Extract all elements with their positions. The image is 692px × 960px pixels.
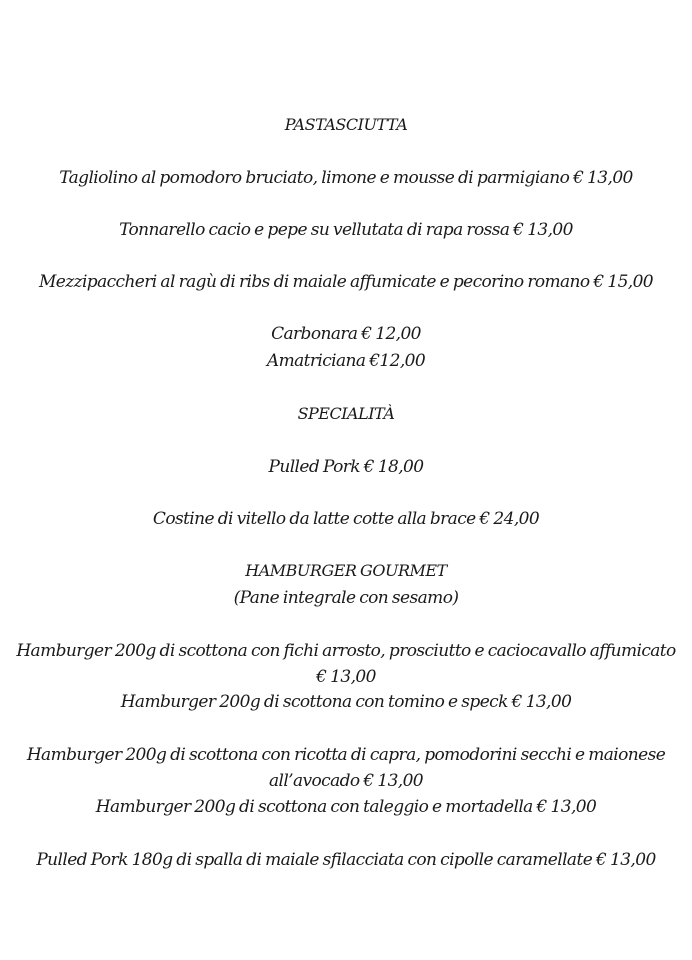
pastasciutta-heading: PASTASCIUTTA	[284, 115, 408, 134]
specialita-heading: SPECIALITÀ	[297, 404, 395, 423]
menu-item-hamburger-taleggio: Hamburger 200g di scottona con taleggio e mortadella € 13,00	[95, 797, 597, 817]
menu-item-costine: Costine di vitello da latte cotte alla brace € 24,00	[152, 509, 540, 529]
menu-item-hamburger-fichi-line1: Hamburger 200g di scottona con fichi arrosto, prosciutto e caciocavallo affumicato	[16, 641, 676, 661]
menu-item-pulled-pork: Pulled Pork € 18,00	[268, 457, 424, 477]
menu-item-tonnarello: Tonnarello cacio e pepe su vellutata di rapa rossa € 13,00	[119, 220, 573, 240]
menu-item-hamburger-fichi-price: € 13,00	[316, 667, 376, 687]
menu-item-amatriciana: Amatriciana €12,00	[266, 351, 426, 371]
menu-item-hamburger-tomino: Hamburger 200g di scottona con tomino e speck € 13,00	[120, 692, 572, 712]
hamburger-subheading: (Pane integrale con sesamo)	[233, 588, 459, 608]
menu-item-tagliolino: Tagliolino al pomodoro bruciato, limone e mousse di parmigiano € 13,00	[59, 168, 633, 188]
menu-item-mezzipaccheri: Mezzipaccheri al ragù di ribs di maiale affumicate e pecorino romano € 15,00	[38, 272, 654, 292]
hamburger-heading: HAMBURGER GOURMET	[245, 561, 447, 580]
menu-item-hamburger-ricotta-line1: Hamburger 200g di scottona con ricotta di capra, pomodorini secchi e maionese	[26, 745, 666, 765]
menu-item-hamburger-ricotta-line2: all’avocado € 13,00	[268, 771, 424, 791]
menu-item-carbonara: Carbonara € 12,00	[271, 324, 421, 344]
menu-item-pulled-pork-180g: Pulled Pork 180g di spalla di maiale sfilacciata con cipolle caramellate € 13,00	[36, 850, 656, 870]
